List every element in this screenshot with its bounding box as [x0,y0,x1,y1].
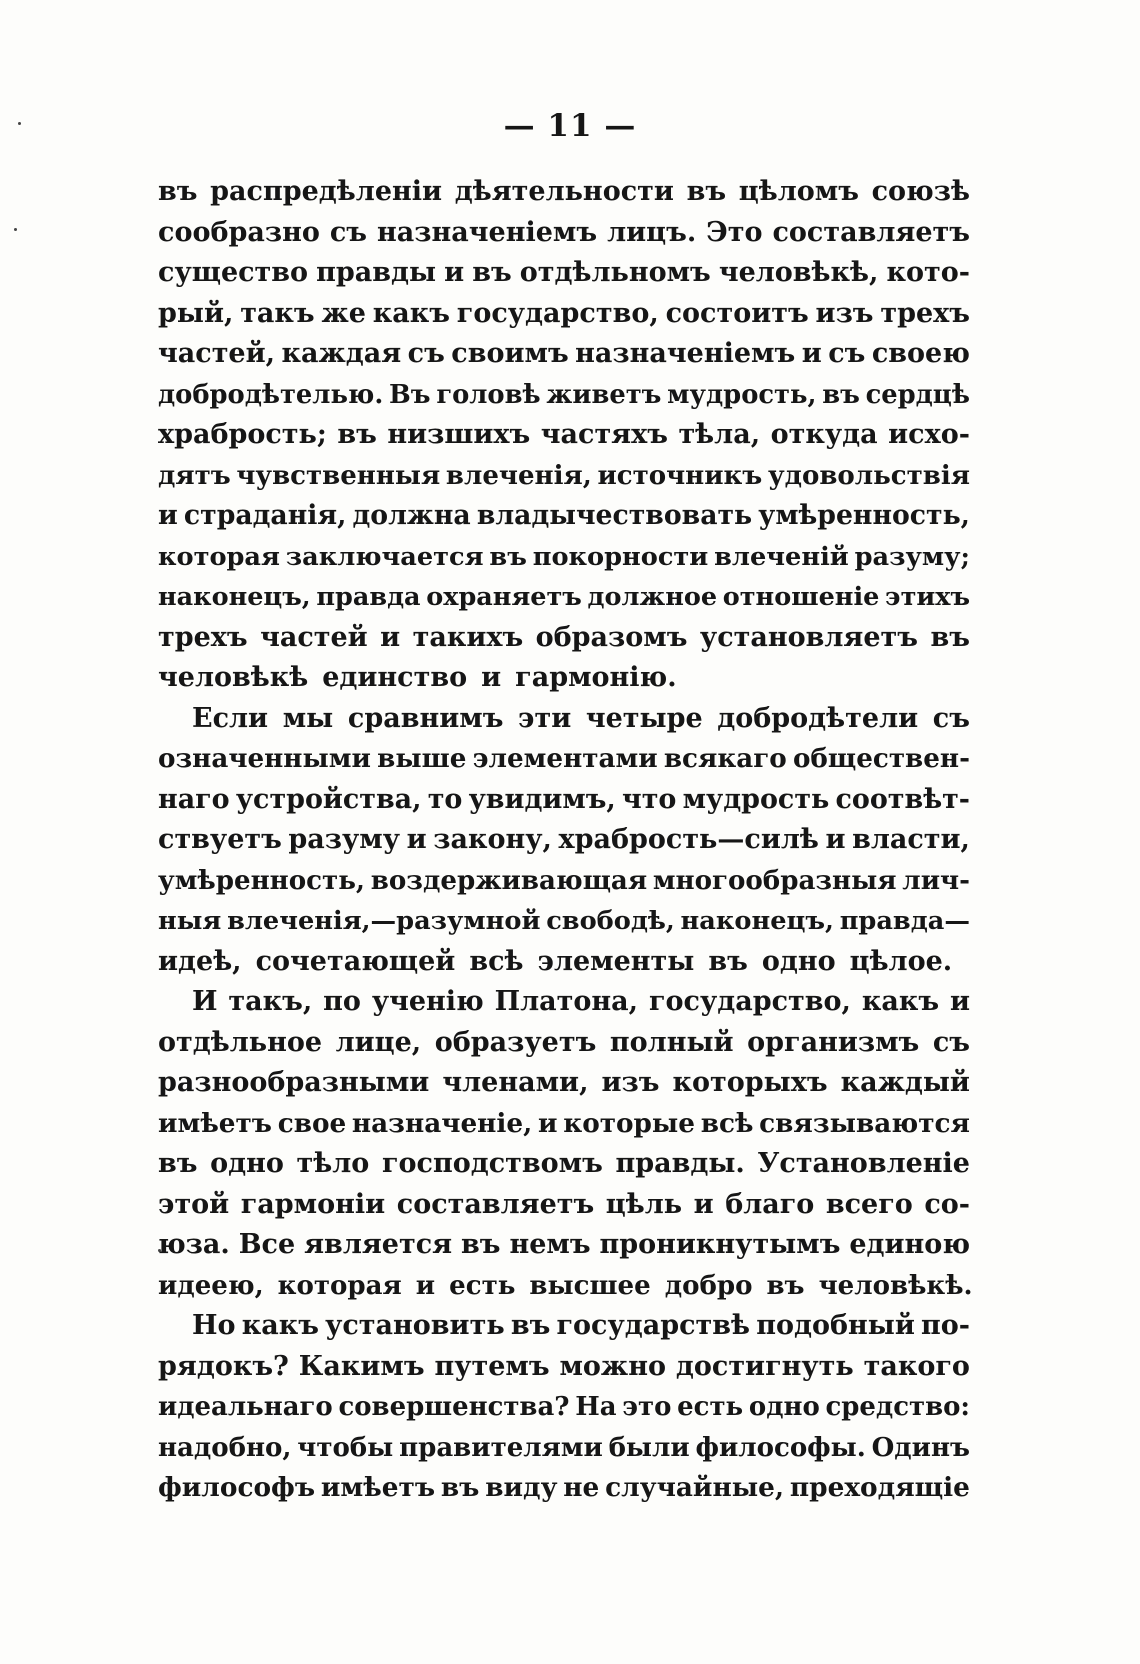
word: Но [192,1310,236,1341]
word: четыре [585,702,703,734]
word: же [321,297,366,329]
word: со- [924,1188,970,1220]
word: тѣла, [678,419,761,450]
word: какъ [861,986,940,1017]
text-line [158,982,970,1023]
word: есть [677,1392,744,1422]
text-line [158,456,970,497]
word: государство, [456,297,659,329]
word: гармоніи [240,1188,386,1220]
text-line [158,658,970,699]
word: съ [932,1026,970,1058]
word: какъ [372,297,450,329]
word: благо [725,1188,815,1220]
word: изъ [815,297,874,329]
word: то [427,783,463,815]
text-line [158,861,970,902]
word: должна [352,500,471,531]
word: единство [322,662,468,693]
word: подобный [756,1310,915,1341]
word: правды. [615,1148,745,1179]
word: единою [849,1229,970,1260]
word: мы [282,702,334,734]
text-line [158,1023,970,1064]
word: которые [563,1107,695,1139]
word: и [415,1270,436,1301]
word: въ [686,176,727,207]
word: одно [210,1148,284,1179]
word: многообразныя [652,864,897,896]
word: означенными [158,743,371,774]
word: философы. [695,1432,866,1463]
word: въ [510,1310,551,1341]
word: въ [337,419,377,450]
word: организмъ [747,1026,920,1058]
word: виду [485,1472,558,1503]
word: идеальнаго [158,1392,333,1422]
text-line [158,618,970,659]
word: назначеніемъ [575,338,796,369]
word: храбрость; [158,419,327,450]
word: отношеніе [722,582,880,612]
word: своимъ [451,338,569,369]
word: съ [932,702,970,734]
word: идеѣ, [158,945,242,977]
word: элементами [472,743,658,774]
word: откуда [770,419,878,450]
word: должное [587,582,718,612]
word: въ [766,1270,805,1301]
word: мудрость, [667,379,817,410]
word: увидимъ, [468,783,616,815]
word: храбрость—силѣ [558,824,819,855]
word: низшихъ [387,419,531,450]
word: и [444,257,465,288]
word: этой [158,1188,230,1220]
word: такихъ [412,621,524,653]
text-line [158,496,970,537]
word: Платона, [494,986,639,1017]
word: разуму; [854,541,970,572]
word: въ [158,1148,198,1179]
word: каждая [281,338,402,369]
word: такъ [240,297,315,329]
word: совершенства? [338,1392,570,1422]
word: наго [158,783,230,815]
word: чувственныя [236,460,441,491]
text-line [158,172,970,213]
word: добродѣтели [717,702,919,734]
word: юза. [158,1229,230,1260]
word: распредѣленіи [210,176,443,207]
word: эти [518,702,572,734]
word: страданія, [183,500,347,531]
word: достигнуть [675,1350,854,1382]
word: и [406,824,427,855]
text-line [158,1428,970,1469]
word: тѣло [296,1148,370,1179]
word: по- [921,1310,970,1341]
text-line [158,1144,970,1185]
text-line [158,780,970,821]
word: въ [461,1229,501,1260]
word: полный [609,1026,734,1058]
word: случайные, [605,1472,785,1503]
word: умѣренность, [158,864,366,896]
word: свое [277,1107,347,1139]
text-line [158,1347,970,1388]
word: сравнимъ [347,702,504,734]
word: связываются [759,1107,970,1139]
word: такъ, [228,986,313,1017]
word: лич- [902,864,970,896]
text-line [158,537,970,578]
word: государство, [648,986,851,1017]
word: существо [158,257,309,288]
word: всѣ [700,1107,754,1139]
text-line [158,334,970,375]
word: свободѣ, [546,906,675,936]
word: по [323,986,361,1017]
word: и [949,986,970,1017]
word: источникъ [597,460,763,491]
word: наконецъ, [158,582,311,612]
word: является [304,1229,453,1260]
word: которыхъ [672,1067,828,1098]
word: мудрость [682,783,830,815]
word: въ [440,1472,480,1503]
word: и [158,500,178,531]
word: Одинъ [871,1432,970,1463]
word: устройства, [235,783,422,815]
word: соотвѣт- [835,783,970,815]
word: закону, [433,824,552,855]
word: И [192,986,218,1017]
word: всѣ [469,945,524,977]
word: рядокъ? [158,1350,289,1382]
word: путемъ [434,1350,550,1382]
word: Все [238,1229,296,1260]
word: назначеніе, [351,1107,533,1139]
word: не [563,1472,600,1503]
word: были [608,1432,690,1463]
word: головѣ [436,379,541,410]
word: рый, [158,297,234,329]
word: правда [316,582,421,612]
word: элементы [537,945,695,977]
body-text [158,172,973,1509]
word: кото- [886,257,970,288]
text-line [158,901,970,942]
word: влеченій [714,541,849,572]
word: составляетъ [396,1188,595,1220]
word: частей, [158,338,276,369]
text-line [158,699,970,740]
word: дѣятельности [454,176,674,207]
word: разнообразными [158,1067,430,1098]
word: установляетъ [699,621,918,653]
text-line [158,820,970,861]
word: преходящіе [789,1472,970,1503]
word: такого [863,1350,970,1382]
word: воздерживающая [370,864,648,896]
text-line [158,577,970,618]
word: этихъ [885,582,970,612]
word: правды [316,257,437,288]
word: цѣлое. [849,945,953,977]
word: власти, [852,824,970,855]
word: въ [822,379,860,410]
word: всякаго [663,743,787,774]
word: умѣренность, [758,500,970,531]
word: одно [761,945,836,977]
word: и [825,824,846,855]
word: выше [377,743,467,774]
word: и [380,621,401,653]
word: владычествовать [476,500,753,531]
word: частей [260,621,368,653]
word: отдѣльномъ [519,257,711,288]
word: въ [930,621,970,653]
word: союзѣ [871,176,970,207]
word: цѣль [605,1188,683,1220]
word: трехъ [158,621,248,653]
text-line [158,253,970,294]
word: каждый [840,1067,970,1098]
word: въ [489,541,527,572]
word: и [481,662,502,693]
word: немъ [509,1229,591,1260]
word: государствѣ [556,1310,751,1341]
text-line [158,213,970,254]
word: образуетъ [434,1026,597,1058]
text-line [158,1306,970,1347]
text-line [158,1063,970,1104]
word: Установленіе [757,1148,970,1179]
word: средство: [825,1392,970,1422]
word: человѣкѣ [158,662,309,693]
word: имѣетъ [158,1107,272,1139]
word: имѣетъ [320,1472,436,1503]
word: есть [449,1270,516,1301]
word: своею [871,338,970,369]
text-line [158,1387,970,1428]
word: и [693,1188,714,1220]
word: философъ [158,1472,316,1503]
word: трехъ [880,297,970,329]
word: обществен- [792,743,970,774]
word: и [801,338,822,369]
word: это [622,1392,672,1422]
word: можно [559,1350,666,1382]
text-line [158,739,970,780]
word: наконецъ, [680,906,834,936]
text-line [158,415,970,456]
word: всего [825,1188,913,1220]
word: частяхъ [540,419,668,450]
word: назначеніемъ [377,216,598,248]
text-line [158,1266,973,1307]
word: дятъ [158,460,231,491]
word: членами, [442,1067,589,1098]
word: разуму [288,824,401,855]
word: покорности [532,541,709,572]
word: правда— [839,906,970,936]
word: заключается [285,541,484,572]
text-line [158,1185,970,1226]
word: которая [158,541,280,572]
word: добродѣтелью. [158,379,384,410]
word: высшее [529,1270,651,1301]
word: и [538,1107,558,1139]
word: ствуетъ [158,824,282,855]
word: ученію [371,986,484,1017]
text-line [158,942,970,983]
word: идеею, [158,1270,264,1301]
word: чтобы [297,1432,394,1463]
word: съ [828,338,866,369]
text-line [158,1104,970,1145]
page-number: — 11 — [503,108,637,144]
word: гармонію. [515,662,677,693]
word: сообразно [158,216,320,248]
word: составляетъ [772,216,970,248]
word: въ [708,945,748,977]
word: добро [664,1270,753,1301]
margin-speck [14,228,17,231]
word: въ [472,257,512,288]
word: состоитъ [665,297,809,329]
word: Въ [389,379,431,410]
word: съ [407,338,445,369]
word: проникнутымъ [599,1229,841,1260]
word: изъ [601,1067,660,1098]
text-line [158,1468,970,1509]
word: На [575,1392,617,1422]
word: что [622,783,677,815]
word: сердцѣ [865,379,970,410]
word: лице, [335,1026,422,1058]
word: цѣломъ [738,176,859,207]
word: господствомъ [381,1148,603,1179]
word: съ [329,216,368,248]
word: Это [706,216,763,248]
text-line [158,294,970,335]
word: Какимъ [298,1350,425,1382]
word: лицъ. [607,216,697,248]
word: правителями [399,1432,603,1463]
word: какъ [241,1310,319,1341]
word: человѣкѣ. [818,1270,973,1301]
text-line [158,375,970,416]
word: ныя [158,906,222,936]
word: удовольствія [767,460,970,491]
word: исхо- [888,419,970,450]
word: Если [192,702,269,734]
word: надобно, [158,1432,292,1463]
word: влеченія, [445,460,592,491]
word: сочетающей [255,945,456,977]
word: установить [325,1310,505,1341]
word: охраняетъ [426,582,582,612]
word: образомъ [535,621,688,653]
word: живетъ [546,379,662,410]
word: отдѣльное [158,1026,323,1058]
word: одно [748,1392,820,1422]
word: которая [277,1270,402,1301]
word: человѣкѣ, [718,257,879,288]
word: влеченія,—разумной [227,906,541,936]
word: въ [158,176,198,207]
text-line [158,1225,970,1266]
